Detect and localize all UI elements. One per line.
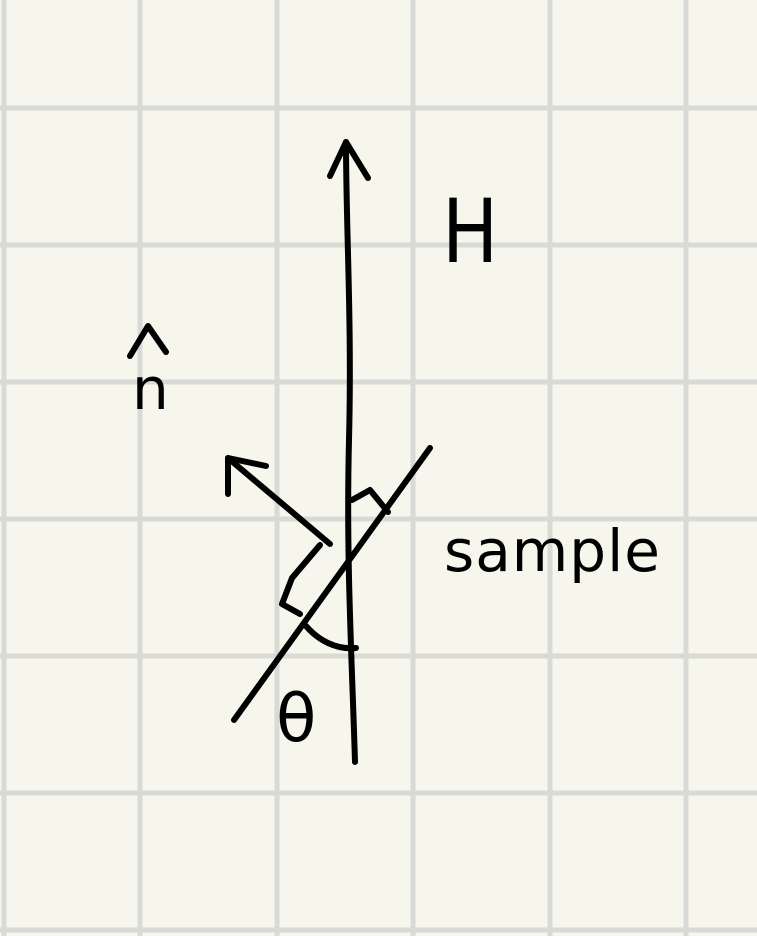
- angle-label: θ: [276, 680, 317, 757]
- normal-label: n: [132, 355, 169, 423]
- right-angle-marker-top: [352, 490, 388, 512]
- field-vector-line: [346, 142, 355, 762]
- sample-label: sample: [444, 517, 661, 585]
- normal-hat-accent: [124, 320, 172, 360]
- field-label: H: [442, 180, 499, 283]
- hat-accent-stroke: [130, 326, 166, 356]
